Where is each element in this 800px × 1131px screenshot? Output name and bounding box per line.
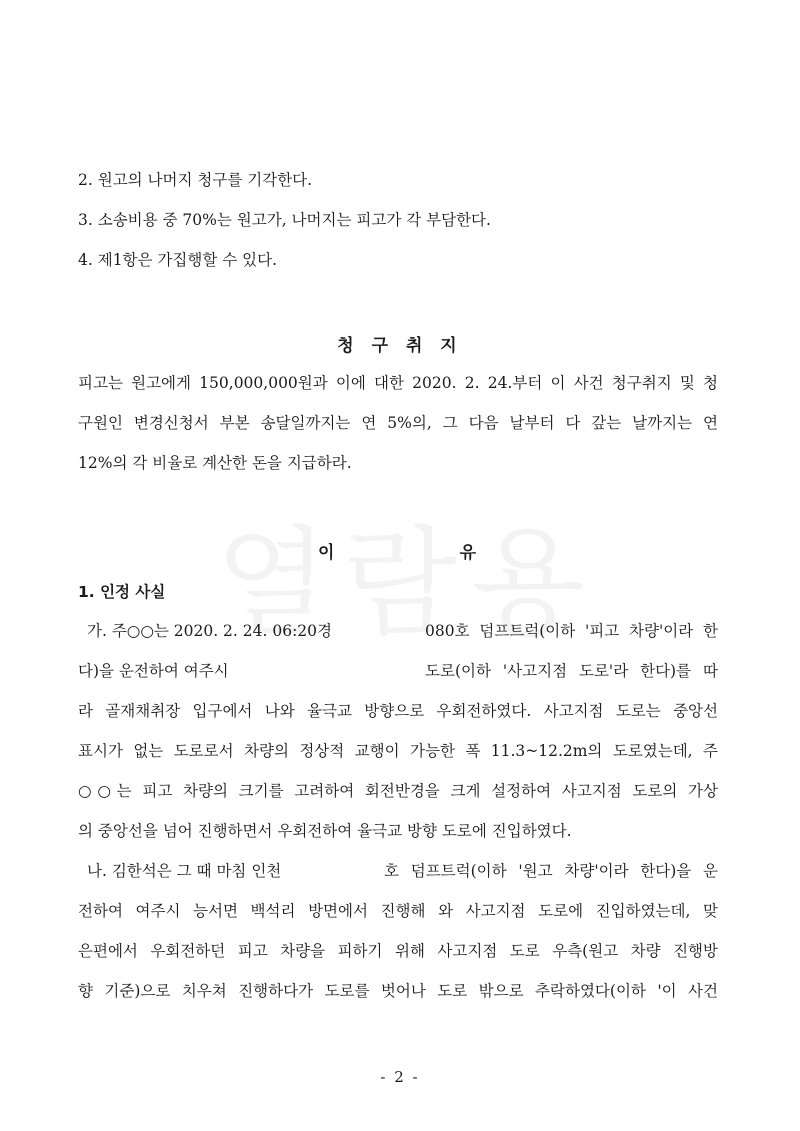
para-na-line: 전하여 여주시 능서면 백석리 방면에서 진행해 와 사고지점 도로에 진입하였는데, 맞 — [78, 902, 718, 920]
para-ga-line-1a: 가. 주○○는 2020. 2. 24. 06:20경 — [87, 622, 332, 640]
reason-heading: 이 유 — [317, 543, 483, 563]
claim-line: 구원인 변경신청서 부본 송달일까지는 연 5%의, 그 다음 날부터 다 갚는 날까지는 연 — [78, 414, 718, 432]
claim-heading: 청 구 취 지 — [337, 336, 463, 356]
para-ga-line-2a: 다)을 운전하여 여주시 — [78, 662, 229, 680]
order-line-4: 4. 제1항은 가집행할 수 있다. — [78, 251, 278, 269]
para-na-line-1b: 호 덤프트럭(이하 '원고 차량'이라 한다)을 운 — [384, 862, 718, 880]
para-na-line: 은편에서 우회전하던 피고 차량을 피하기 위해 사고지점 도로 우측(원고 차량 진행방 — [78, 942, 718, 960]
claim-line: 12%의 각 비율로 계산한 돈을 지급하라. — [78, 454, 352, 472]
para-ga-line-1b: 080호 덤프트럭(이하 '피고 차량'이라 한 — [425, 622, 718, 640]
para-ga-line: ○○는 피고 차량의 크기를 고려하여 회전반경을 크게 설정하여 사고지점 도로의 가상 — [78, 782, 718, 800]
page-number: - 2 - — [380, 1068, 420, 1086]
para-ga-line-2b: 도로(이하 '사고지점 도로'라 한다)를 따 — [425, 662, 718, 680]
order-line-2: 2. 원고의 나머지 청구를 기각한다. — [78, 171, 313, 189]
para-ga-line: 의 중앙선을 넘어 진행하면서 우회전하여 율극교 방향 도로에 진입하였다. — [78, 822, 572, 840]
para-ga-line: 표시가 없는 도로로서 차량의 정상적 교행이 가능한 폭 11.3~12.2m의 도로였는데, 주 — [78, 742, 718, 760]
order-line-3: 3. 소송비용 중 70%는 원고가, 나머지는 피고가 각 부담한다. — [78, 211, 491, 229]
para-ga-line: 라 골재채취장 입구에서 나와 율극교 방향으로 우회전하였다. 사고지점 도로는 중앙선 — [78, 702, 718, 720]
section-title: 1. 인정 사실 — [78, 583, 166, 601]
claim-line: 피고는 원고에게 150,000,000원과 이에 대한 2020. 2. 24.부터 이 사건 청구취지 및 청 — [78, 374, 718, 392]
para-na-line-1a: 나. 김한석은 그 때 마침 인천 — [87, 862, 282, 880]
para-na-line: 향 기준)으로 치우쳐 진행하다가 도로를 벗어나 도로 밖으로 추락하였다(이하 '이 사건 — [78, 982, 718, 1000]
